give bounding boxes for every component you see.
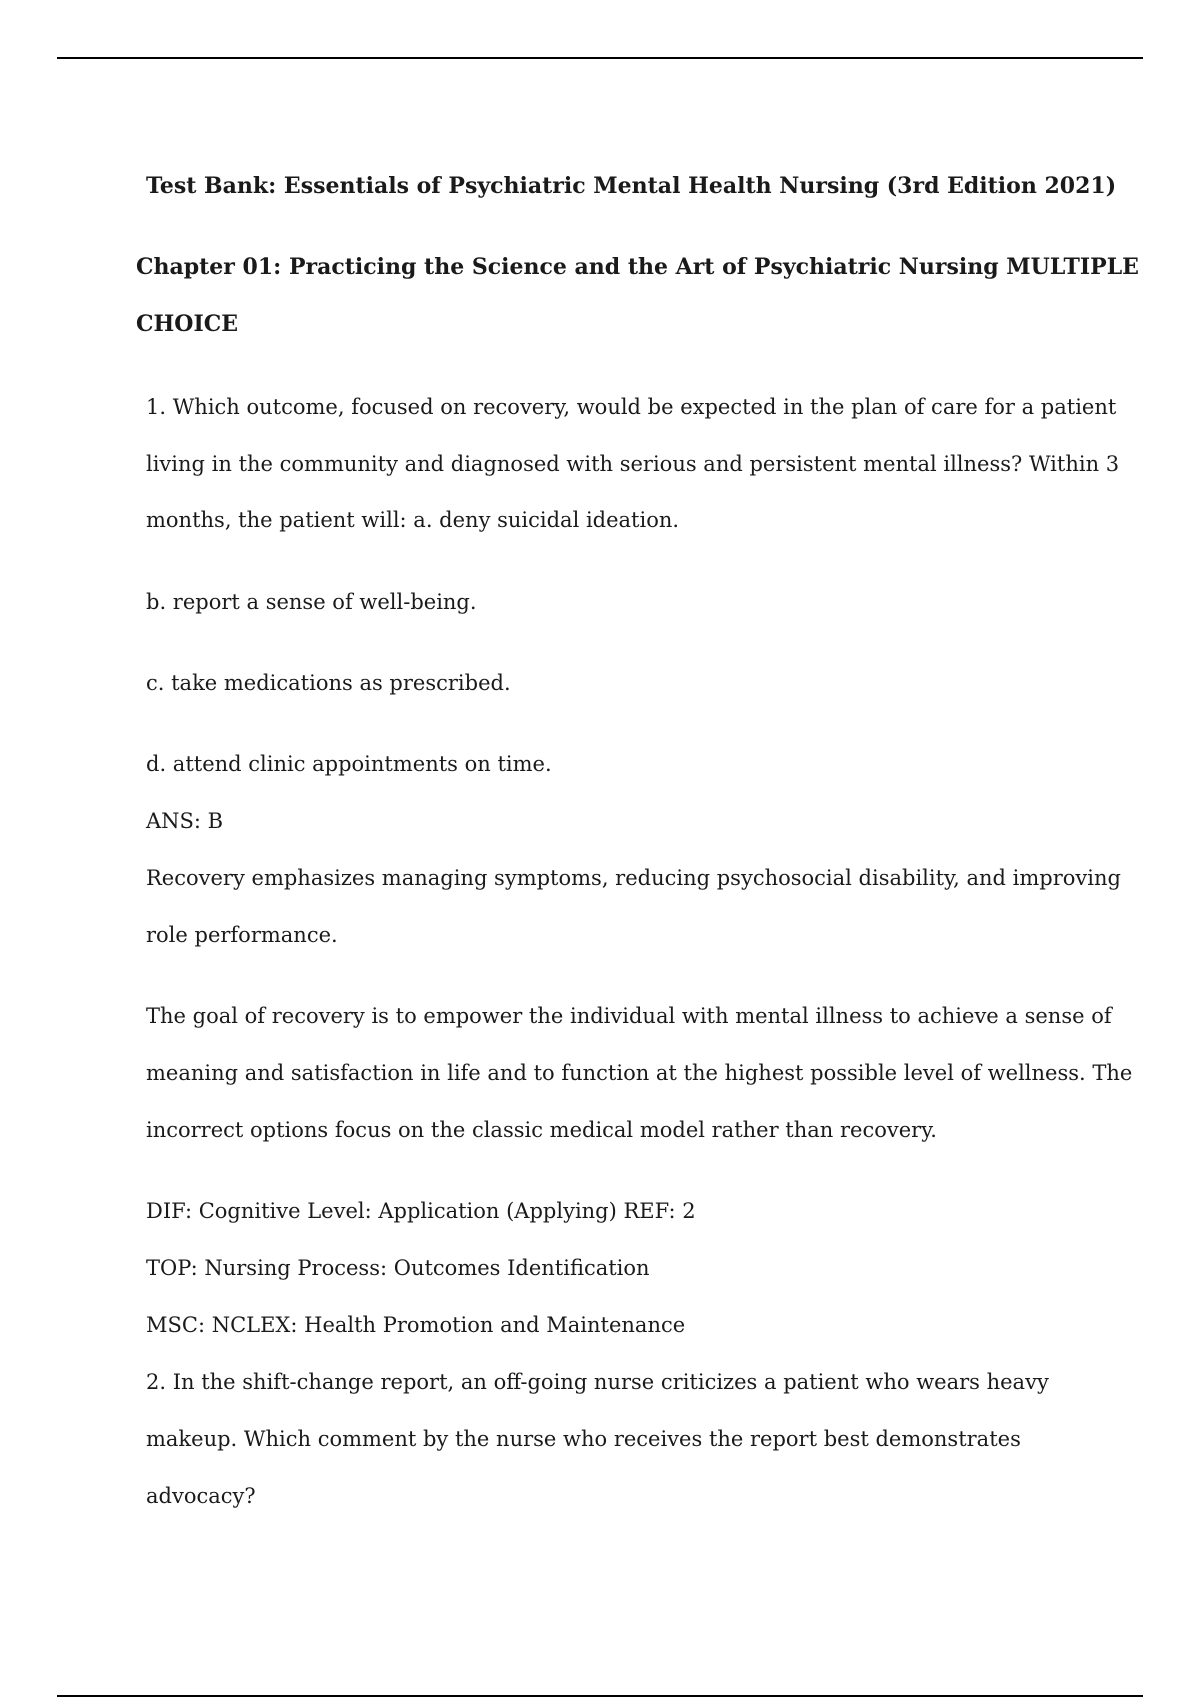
question-1-stem-line-1: 1. Which outcome, focused on recovery, would be expected in the plan of care for a patient — [146, 395, 1117, 419]
question-1-rationale-p1-line-1: Recovery emphasizes managing symptoms, reducing psychosocial disability, and improving — [146, 866, 1121, 890]
question-1-stem-line-2: living in the community and diagnosed with serious and persistent mental illness? Within 3 — [146, 452, 1120, 476]
question-2-stem-line-1: 2. In the shift-change report, an off-going nurse criticizes a patient who wears heavy — [146, 1370, 1049, 1394]
question-1-stem-line-3: months, the patient will: a. deny suicidal ideation. — [146, 508, 680, 532]
chapter-heading-line-2: CHOICE — [136, 311, 239, 337]
question-1-rationale-p2-line-2: meaning and satisfaction in life and to function at the highest possible level of wellness. The — [146, 1061, 1133, 1085]
question-2-stem-line-3: advocacy? — [146, 1484, 256, 1508]
question-1-dif: DIF: Cognitive Level: Application (Applying) REF: 2 — [146, 1199, 696, 1223]
question-1-rationale-p2-line-3: incorrect options focus on the classic medical model rather than recovery. — [146, 1118, 937, 1142]
chapter-heading-line-1: Chapter 01: Practicing the Science and the Art of Psychiatric Nursing MULTIPLE — [136, 254, 1139, 280]
question-1-top: TOP: Nursing Process: Outcomes Identification — [146, 1256, 650, 1280]
top-rule — [57, 57, 1143, 59]
question-1-option-c: c. take medications as prescribed. — [146, 671, 511, 695]
bottom-rule — [57, 1695, 1143, 1697]
question-2-stem-line-2: makeup. Which comment by the nurse who receives the report best demonstrates — [146, 1427, 1021, 1451]
document-title: Test Bank: Essentials of Psychiatric Mental Health Nursing (3rd Edition 2021) — [146, 173, 1117, 199]
question-1-option-d: d. attend clinic appointments on time. — [146, 752, 552, 776]
question-1-answer: ANS: B — [146, 809, 224, 833]
question-1-option-b: b. report a sense of well-being. — [146, 590, 477, 614]
question-1-rationale-p2-line-1: The goal of recovery is to empower the individual with mental illness to achieve a sense of — [146, 1004, 1112, 1028]
question-1-msc: MSC: NCLEX: Health Promotion and Maintenance — [146, 1313, 686, 1337]
question-1-rationale-p1-line-2: role performance. — [146, 923, 338, 947]
